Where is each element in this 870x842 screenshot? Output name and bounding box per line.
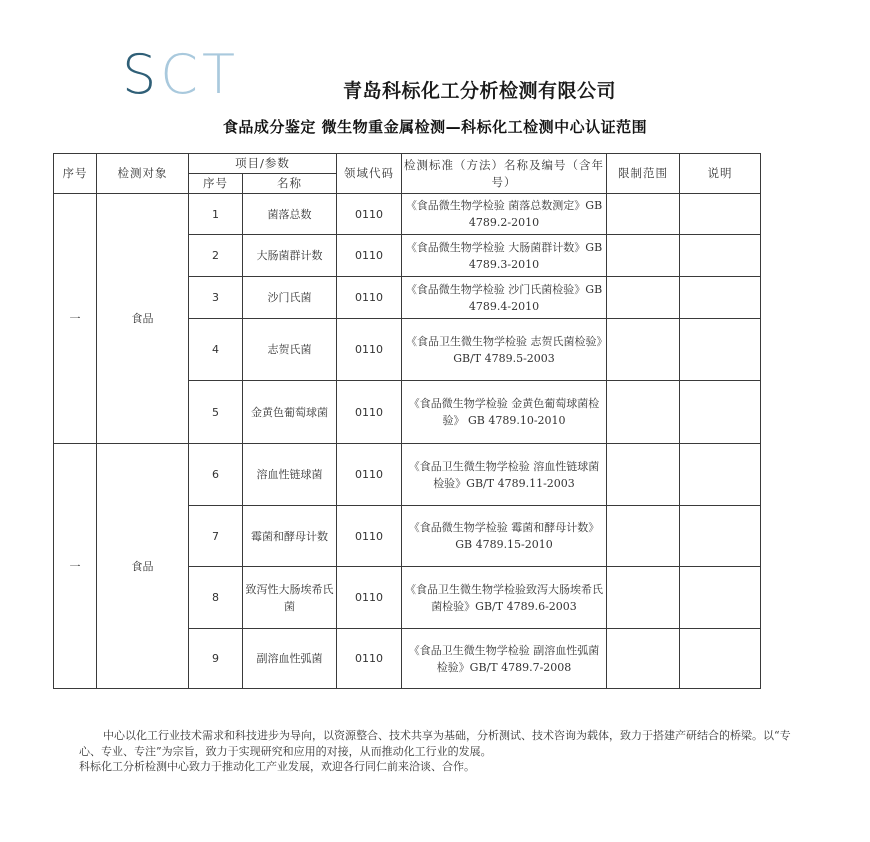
note-cell	[680, 194, 761, 235]
standard-name: 《食品微生物学检验 大肠菌群计数》GB 4789.3-2010	[402, 235, 607, 277]
item-name: 菌落总数	[243, 194, 337, 235]
field-code: 0110	[337, 381, 402, 444]
document-title: 食品成分鉴定 微生物重金属检测—科标化工检测中心认证范围	[222, 118, 648, 136]
group-object: 食品	[97, 444, 189, 689]
header-field-code: 领域代码	[337, 154, 402, 194]
note-cell	[680, 567, 761, 629]
item-number: 1	[189, 194, 243, 235]
limit-cell	[607, 444, 680, 506]
item-name: 沙门氏菌	[243, 277, 337, 319]
item-number: 2	[189, 235, 243, 277]
standard-name: 《食品卫生微生物学检验致泻大肠埃希氏菌检验》GB/T 4789.6-2003	[402, 567, 607, 629]
note-cell	[680, 319, 761, 381]
limit-cell	[607, 277, 680, 319]
header-note: 说明	[680, 154, 761, 194]
item-name: 金黄色葡萄球菌	[243, 381, 337, 444]
header-seq: 序号	[54, 154, 97, 194]
logo-letter-s: S	[122, 43, 161, 106]
note-cell	[680, 444, 761, 506]
limit-cell	[607, 194, 680, 235]
limit-cell	[607, 381, 680, 444]
field-code: 0110	[337, 194, 402, 235]
item-number: 3	[189, 277, 243, 319]
item-number: 5	[189, 381, 243, 444]
group-object: 食品	[97, 194, 189, 444]
field-code: 0110	[337, 567, 402, 629]
item-number: 7	[189, 506, 243, 567]
note-cell	[680, 277, 761, 319]
header-standard: 检测标准（方法）名称及编号（含年号）	[402, 154, 607, 194]
standard-name: 《食品微生物学检验 菌落总数测定》GB 4789.2-2010	[402, 194, 607, 235]
field-code: 0110	[337, 444, 402, 506]
standard-name: 《食品卫生微生物学检验 副溶血性弧菌检验》GB/T 4789.7-2008	[402, 629, 607, 689]
field-code: 0110	[337, 506, 402, 567]
item-number: 8	[189, 567, 243, 629]
item-name: 志贺氏菌	[243, 319, 337, 381]
field-code: 0110	[337, 629, 402, 689]
limit-cell	[607, 629, 680, 689]
item-number: 6	[189, 444, 243, 506]
header-item-name: 名称	[243, 174, 337, 194]
note-cell	[680, 235, 761, 277]
group-seq: 一	[54, 444, 97, 689]
standard-name: 《食品卫生微生物学检验 溶血性链球菌检验》GB/T 4789.11-2003	[402, 444, 607, 506]
item-name: 致泻性大肠埃希氏菌	[243, 567, 337, 629]
standard-name: 《食品微生物学检验 沙门氏菌检验》GB 4789.4-2010	[402, 277, 607, 319]
standard-name: 《食品卫生微生物学检验 志贺氏菌检验》GB/T 4789.5-2003	[402, 319, 607, 381]
limit-cell	[607, 235, 680, 277]
item-name: 溶血性链球菌	[243, 444, 337, 506]
company-logo	[122, 43, 239, 106]
item-number: 9	[189, 629, 243, 689]
header-limit: 限制范围	[607, 154, 680, 194]
limit-cell	[607, 567, 680, 629]
note-cell	[680, 506, 761, 567]
item-name: 霉菌和酵母计数	[243, 506, 337, 567]
certification-scope-table	[53, 153, 761, 689]
limit-cell	[607, 506, 680, 567]
header-object: 检测对象	[97, 154, 189, 194]
group-seq: 一	[54, 194, 97, 444]
table-row	[54, 194, 761, 235]
footer-paragraph-intro: 中心以化工行业技术需求和科技进步为导向，以资源整合、技术共享为基础，分析测试、技术咨询为载体，致力于搭建产研结合的桥梁。以“专心、专业、专注”为宗旨，致力于实现研究和应用的对接，从而推动化工行业的发展。	[79, 729, 791, 758]
note-cell	[680, 629, 761, 689]
header-item-seq: 序号	[189, 174, 243, 194]
item-number: 4	[189, 319, 243, 381]
header-item-group: 项目/参数	[189, 154, 337, 174]
standard-name: 《食品微生物学检验 金黄色葡萄球菌检验》 GB 4789.10-2010	[402, 381, 607, 444]
standard-name: 《食品微生物学检验 霉菌和酵母计数》 GB 4789.15-2010	[402, 506, 607, 567]
field-code: 0110	[337, 319, 402, 381]
footer-text	[79, 728, 799, 775]
field-code: 0110	[337, 277, 402, 319]
item-name: 副溶血性弧菌	[243, 629, 337, 689]
footer-paragraph-closing: 科标化工分析检测中心致力于推动化工产业发展，欢迎各行同仁前来洽谈、合作。	[79, 760, 475, 773]
item-name: 大肠菌群计数	[243, 235, 337, 277]
company-name: 青岛科标化工分析检测有限公司	[343, 80, 617, 102]
note-cell	[680, 381, 761, 444]
table-row	[54, 444, 761, 506]
logo-letters-ct: CT	[160, 43, 239, 106]
field-code: 0110	[337, 235, 402, 277]
limit-cell	[607, 319, 680, 381]
